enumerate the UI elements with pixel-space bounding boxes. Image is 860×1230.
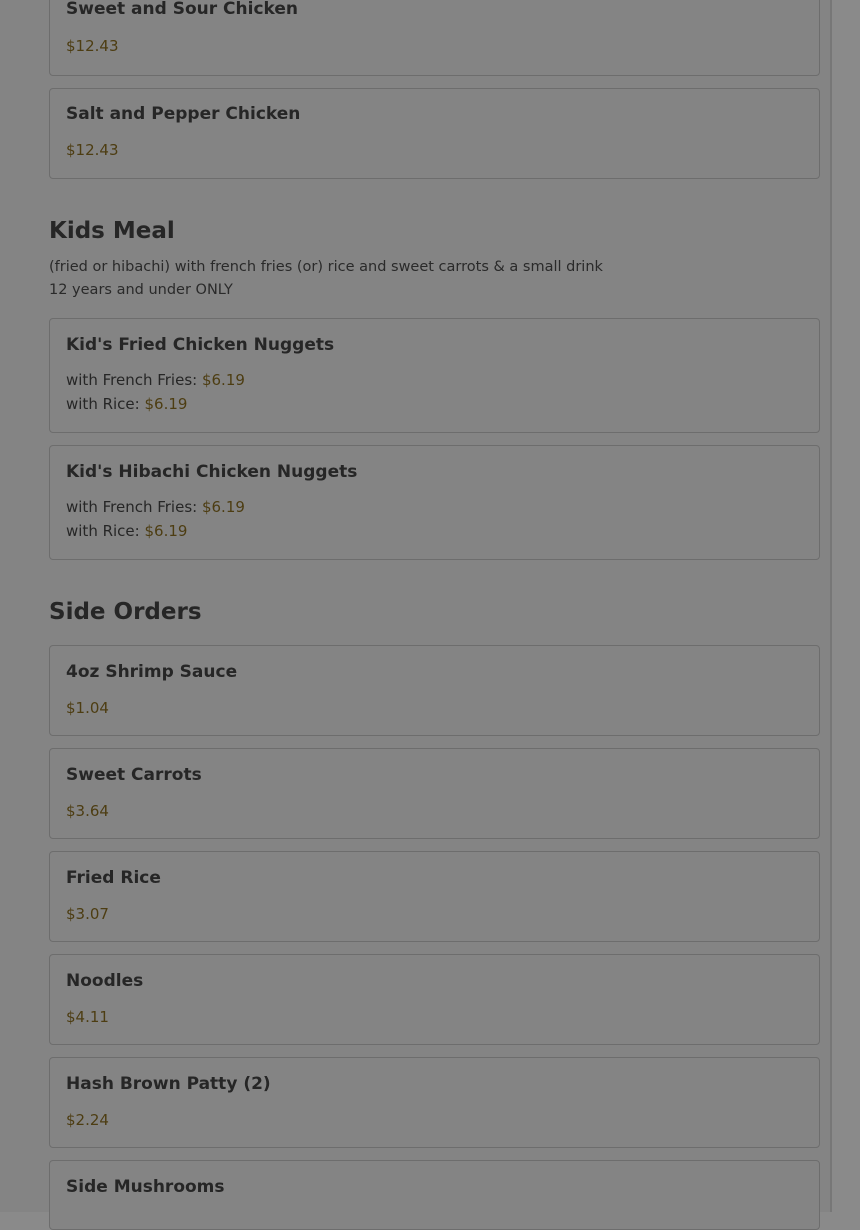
item-price: $1.04 xyxy=(66,699,109,717)
section-title-side-orders: Side Orders xyxy=(49,599,202,625)
menu-item-card[interactable] xyxy=(49,748,820,839)
menu-item-card[interactable] xyxy=(49,1057,820,1148)
option-label: with French Fries: xyxy=(66,371,202,389)
item-price: $12.43 xyxy=(66,37,119,55)
item-price: $4.11 xyxy=(66,1008,109,1026)
section-title-kids-meal: Kids Meal xyxy=(49,218,175,244)
option-price: $6.19 xyxy=(201,498,245,516)
option-label: with Rice: xyxy=(66,522,145,540)
item-name: Hash Brown Patty (2) xyxy=(66,1074,271,1094)
price-option-row xyxy=(66,371,245,389)
menu-item-card[interactable] xyxy=(49,0,820,76)
item-name: 4oz Shrimp Sauce xyxy=(66,662,238,682)
item-name: Kid's Fried Chicken Nuggets xyxy=(66,335,335,355)
menu-item-card[interactable] xyxy=(49,445,820,560)
menu-item-card[interactable] xyxy=(49,318,820,433)
menu-item-card[interactable] xyxy=(49,645,820,736)
option-price: $6.19 xyxy=(201,371,245,389)
section-description: (fried or hibachi) with french fries (or) rice and sweet carrots & a small drink xyxy=(49,259,603,275)
menu-item-card[interactable] xyxy=(49,88,820,179)
price-option-row xyxy=(66,395,187,413)
option-price: $6.19 xyxy=(144,522,188,540)
option-price: $6.19 xyxy=(144,395,188,413)
option-label: with French Fries: xyxy=(66,498,202,516)
price-option-row xyxy=(66,522,187,540)
item-name: Fried Rice xyxy=(66,868,161,888)
section-description: 12 years and under ONLY xyxy=(49,282,233,298)
item-price: $3.64 xyxy=(66,802,109,820)
item-price: $12.43 xyxy=(66,141,119,159)
item-price: $2.24 xyxy=(66,1111,109,1129)
item-name: Side Mushrooms xyxy=(66,1177,225,1197)
item-name: Sweet Carrots xyxy=(66,765,202,785)
price-option-row xyxy=(66,498,245,516)
item-name: Kid's Hibachi Chicken Nuggets xyxy=(66,462,358,482)
option-label: with Rice: xyxy=(66,395,145,413)
item-name: Noodles xyxy=(66,971,144,991)
menu-item-card[interactable] xyxy=(49,851,820,942)
menu-item-card[interactable] xyxy=(49,954,820,1045)
item-price: $3.07 xyxy=(66,905,109,923)
item-name: Sweet and Sour Chicken xyxy=(66,0,299,19)
menu-item-card[interactable] xyxy=(49,1160,820,1230)
item-name: Salt and Pepper Chicken xyxy=(66,104,301,124)
